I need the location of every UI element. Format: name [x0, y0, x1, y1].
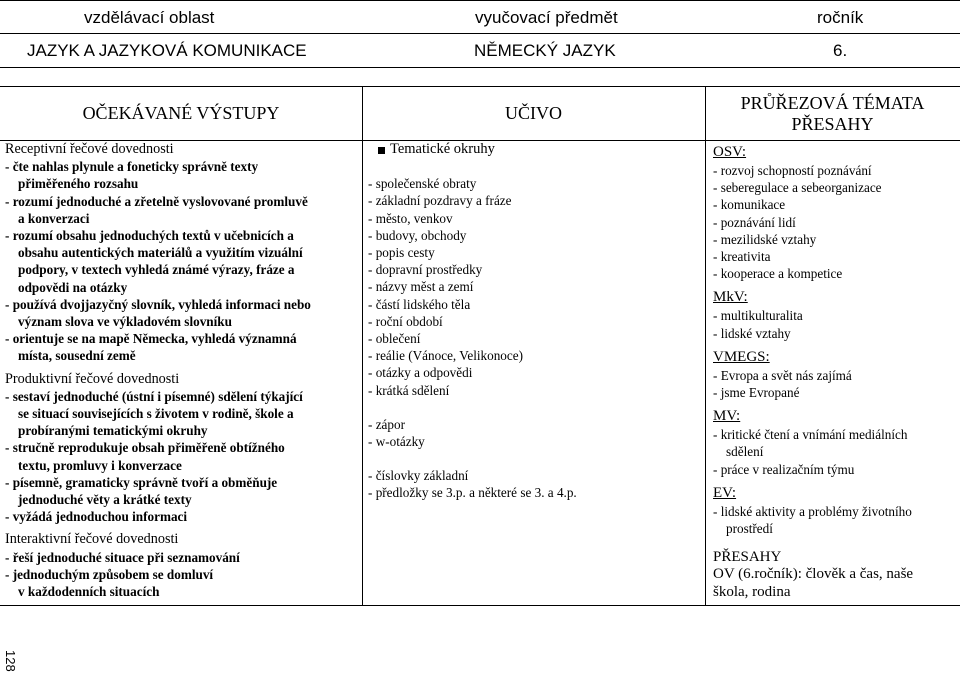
theme-line: - komunikace	[713, 197, 786, 213]
curriculum-item: - základní pozdravy a fráze	[368, 193, 512, 209]
theme-line: - lidské vztahy	[713, 325, 791, 341]
area-value: JAZYK A JAZYKOVÁ KOMUNIKACE	[27, 41, 307, 60]
curriculum-item: - názvy měst a zemí	[368, 279, 474, 295]
outcome-line: místa, sousední země	[18, 348, 136, 364]
col-divider-2	[705, 86, 706, 606]
theme-line: - kooperace a kompetice	[713, 266, 843, 282]
header-top-border	[0, 0, 960, 1]
outcome-line: - rozumí jednoduché a zřetelně vyslovované promluvě	[5, 193, 308, 209]
outcome-line: odpovědi na otázky	[18, 279, 128, 295]
header-row-labels	[0, 2, 960, 33]
theme-line: - seberegulace a sebeorganizace	[713, 180, 882, 196]
outcomes-column-title: OČEKÁVANÉ VÝSTUPY	[82, 103, 280, 123]
curriculum-item: - roční období	[368, 313, 443, 329]
themes-column-title	[705, 93, 960, 135]
outcome-line: - používá dvojjazyčný slovník, vyhledá informaci nebo	[5, 296, 311, 312]
theme-line: OV (6.ročník): člověk a čas, naše	[713, 566, 914, 583]
outcome-line-heading: Interaktivní řečové dovednosti	[5, 531, 179, 548]
header-bottom-border	[0, 67, 960, 68]
theme-line: - jsme Evropané	[713, 385, 800, 401]
themes-title-line-1: PRŮŘEZOVÁ TÉMATA	[740, 93, 925, 113]
theme-line-heading: OSV:	[713, 144, 747, 160]
theme-line: sdělení	[726, 444, 764, 460]
header-table	[0, 0, 960, 68]
theme-line-heading: MV:	[713, 408, 741, 425]
outcomes-list	[5, 141, 357, 600]
theme-line: - Evropa a svět nás zajímá	[713, 367, 852, 383]
curriculum-item	[368, 450, 700, 467]
curriculum-item: - předložky se 3.p. a některé se 3. a 4.p.	[368, 485, 577, 501]
curriculum-item: - společenské obraty	[368, 176, 477, 192]
outcome-line: jednoduché věty a krátké texty	[18, 492, 192, 508]
outcome-line: - orientuje se na mapě Německa, vyhledá významná	[5, 331, 297, 347]
page-number: 128	[3, 650, 18, 672]
outcome-line: - řeší jednoduché situace při seznamování	[5, 549, 240, 565]
theme-line: - mezilidské vztahy	[713, 231, 817, 247]
outcome-line: - vyžádá jednoduchou informaci	[5, 509, 188, 525]
theme-line: prostředí	[726, 521, 773, 537]
curriculum-item: - krátká sdělení	[368, 382, 450, 398]
subject-value: NĚMECKÝ JAZYK	[474, 41, 616, 60]
grade-label: ročník	[817, 8, 864, 27]
curriculum-item: - popis cesty	[368, 245, 435, 261]
curriculum-item: - zápor	[368, 416, 405, 432]
subject-label: vyučovací předmět	[475, 8, 618, 27]
theme-line: PŘESAHY	[713, 549, 782, 566]
square-bullet-icon	[378, 147, 385, 154]
curriculum-item	[368, 399, 700, 416]
theme-line: - rozvoj schopností poznávání	[713, 163, 872, 178]
outcome-line: - čte nahlas plynule a foneticky správně texty	[5, 159, 259, 175]
header-mid-border	[0, 33, 960, 34]
outcome-line: přiměřeného rozsahu	[18, 176, 139, 192]
theme-line: škola, rodina	[713, 583, 791, 600]
outcome-line: obsahu autentických materiálů a využitím vizuální	[18, 245, 303, 261]
themes-list	[713, 143, 958, 601]
themes-title-line-2: PŘESAHY	[791, 114, 874, 134]
curriculum-item	[368, 158, 700, 175]
curriculum-item: - číslovky základní	[368, 468, 469, 484]
curriculum-item: - oblečení	[368, 331, 421, 347]
outcome-line: v každodenních situacích	[18, 584, 160, 600]
outcome-line-heading: Produktivní řečové dovednosti	[5, 370, 180, 387]
table-bottom-border	[0, 605, 960, 606]
theme-line: - kreativita	[713, 249, 771, 265]
curriculum-item: - město, venkov	[368, 210, 453, 226]
curriculum-list	[368, 141, 700, 502]
outcome-line: - písemně, gramaticky správně tvoří a obměňuje	[5, 474, 278, 490]
theme-line: - multikulturalita	[713, 308, 803, 324]
col-divider-1	[362, 86, 363, 606]
outcome-line: význam slova ve výkladovém slovníku	[18, 314, 232, 330]
curriculum-item: - budovy, obchody	[368, 227, 467, 243]
theme-line-heading: MkV:	[713, 289, 748, 306]
theme-line: - poznávání lidí	[713, 214, 796, 230]
theme-line: - práce v realizačním týmu	[713, 461, 855, 477]
outcome-line: - stručně reprodukuje obsah přiměřeně obtížného	[5, 440, 285, 456]
curriculum-column-title: UČIVO	[505, 103, 562, 123]
outcome-line: - jednoduchým způsobem se domluví	[5, 566, 214, 582]
area-label: vzdělávací oblast	[84, 8, 215, 27]
theme-line: - lidské aktivity a problémy životního	[713, 503, 912, 519]
curriculum-heading	[368, 141, 700, 158]
table-top-border	[0, 86, 960, 87]
curriculum-item: - dopravní prostředky	[368, 262, 483, 278]
outcome-line: se situací souvisejících s životem v rodině, škole a	[18, 406, 294, 422]
theme-line: - kritické čtení a vnímání mediálních	[713, 427, 908, 443]
curriculum-heading-text: Tematické okruhy	[390, 141, 495, 157]
grade-value: 6.	[833, 41, 848, 60]
curriculum-item: - reálie (Vánoce, Velikonoce)	[368, 348, 523, 364]
outcome-line-heading: Receptivní řečové dovednosti	[5, 141, 174, 157]
theme-line-heading: EV:	[713, 484, 737, 501]
header-row-values	[0, 35, 960, 66]
outcome-line: a konverzaci	[18, 210, 90, 226]
theme-line-heading: VMEGS:	[713, 348, 770, 365]
outcome-line: - rozumí obsahu jednoduchých textů v učebnicích a	[5, 228, 294, 244]
curriculum-item: - částí lidského těla	[368, 296, 471, 312]
curriculum-item: - otázky a odpovědi	[368, 365, 473, 381]
outcome-line: podpory, v textech vyhledá známé výrazy, fráze a	[18, 262, 295, 278]
outcome-line: probíranými tematickými okruhy	[18, 423, 208, 439]
outcome-line: textu, promluvy i konverzace	[18, 457, 182, 473]
outcome-line: - sestaví jednoduché (ústní i písemné) sdělení týkající	[5, 388, 303, 404]
curriculum-item: - w-otázky	[368, 434, 425, 450]
